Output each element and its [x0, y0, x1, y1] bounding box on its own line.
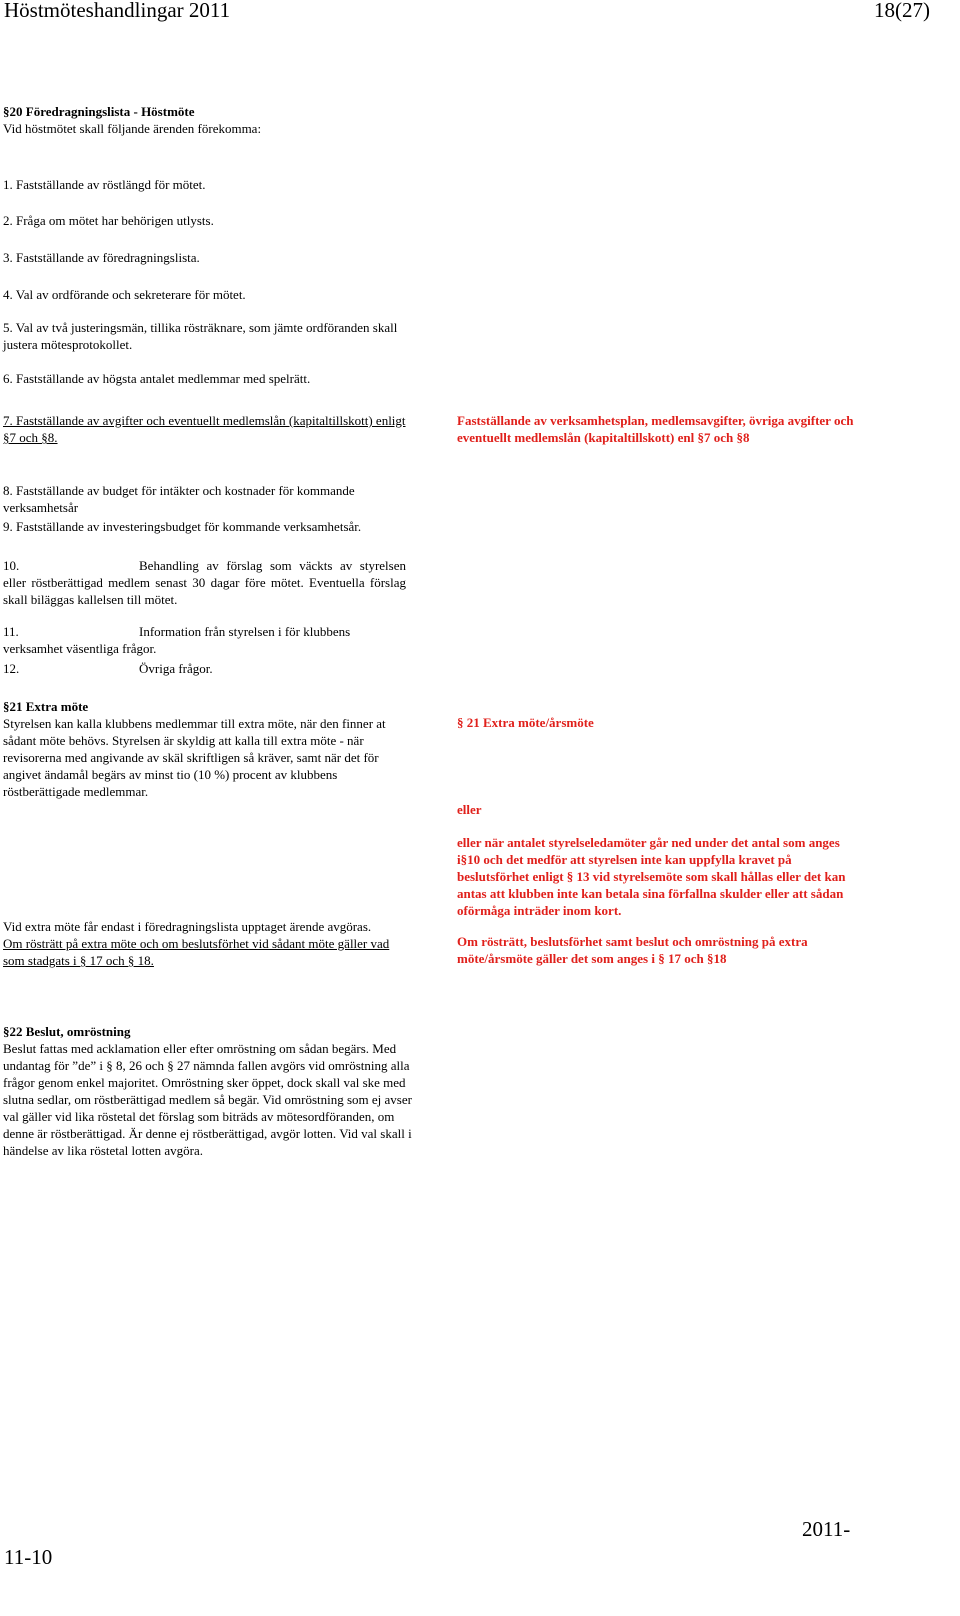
footer-date-a: 2011-	[802, 1517, 851, 1541]
document-title: Höstmöteshandlingar 2011	[4, 0, 231, 22]
item-3: 3. Fastställande av föredragningslista.	[3, 250, 200, 265]
section-21-body-2: Vid extra möte får endast i föredragningslista upptaget ärende avgöras.	[3, 919, 372, 934]
item-8: 8. Fastställande av budget för intäkter och kostnader för kommande verksamhetsår	[3, 483, 355, 515]
section-21-change-eller: eller	[457, 802, 482, 817]
item-10	[3, 557, 406, 608]
section-21	[3, 698, 413, 800]
footer-date-b: 11-10	[4, 1545, 53, 1569]
section-21-change-heading: § 21 Extra möte/årsmöte	[457, 715, 594, 730]
section-22-body: Beslut fattas med acklamation eller efter omröstning om sådan begärs. Med undantag för ”de” i § 8, 26 och § 27 nämnda fallen avgörs vid omröstning alla frågor genom enkel majoritet. Omröstning sker öppet, dock skall val ske med slutna sedlar, om röstberättigad medlem så begär. Vid omröstning som ej avser val gäller vid lika röstetal det förslag som biträds av mötesordföranden, om denne är röstberättigad. Är denne ej röstberättigad, avgör lotten. Vid val skall i händelse av lika röstetal lotten avgöra.	[3, 1041, 412, 1158]
item-7: 7. Fastställande av avgifter och eventuellt medlemslån (kapitaltillskott) enligt §7 och §8.	[3, 413, 406, 445]
section-21-body-3: Om rösträtt på extra möte och om beslutsförhet vid sådant möte gäller vad som stadgats i § 17 och § 18.	[3, 936, 390, 968]
item-12-number: 12.	[3, 661, 20, 676]
item-2: 2. Fråga om mötet har behörigen utlysts.	[3, 213, 214, 228]
section-21-change-p1: eller när antalet styrelseledamöter går ned under det antal som anges i§10 och det medför att styrelsen inte kan uppfylla kravet på beslutsförhet enligt § 13 vid styrelsemöte som skall hållas eller det kan antas att klubben inte kan betala sina förfallna skulder eller att sådan oförmåga inträder inom kort.	[457, 835, 846, 918]
item-11	[3, 623, 423, 677]
section-22	[3, 1023, 413, 1159]
page-number: 18(27)	[874, 0, 930, 22]
section-20	[3, 103, 423, 137]
section-21-body: Styrelsen kan kalla klubbens medlemmar till extra möte, när den finner at sådant möte behövs. Styrelsen är skyldig att kalla till extra möte - när revisorerna med angivande av skäl skriftligen så kräver, samt när det för angivet ändamål begärs av minst tio (10 %) procent av klubbens röstberättigade medlemmar.	[3, 716, 386, 799]
section-20-intro: Vid höstmötet skall följande ärenden förekomma:	[3, 121, 262, 136]
section-21-heading: §21 Extra möte	[3, 699, 89, 714]
item-10-number: 10.	[3, 558, 20, 573]
item-9: 9. Fastställande av investeringsbudget för kommande verksamhetsår.	[3, 519, 362, 534]
item-11-number: 11.	[3, 624, 19, 639]
item-1: 1. Fastställande av röstlängd för mötet.	[3, 177, 206, 192]
item-10-text: Behandling av förslag som väckts av styrelsen eller röstberättigad medlem senast 30 dagar före mötet. Eventuella förslag skall biläggas kallelsen till mötet.	[3, 558, 406, 607]
section-21-change-p2: Om rösträtt, beslutsförhet samt beslut och omröstning på extra möte/årsmöte gäller det som anges i § 17 och §18	[457, 934, 808, 966]
item-5: 5. Val av två justeringsmän, tillika rösträknare, som jämte ordföranden skall justera mötesprotokollet.	[3, 320, 398, 352]
item-7-proposed-change: Fastställande av verksamhetsplan, medlemsavgifter, övriga avgifter och eventuellt medlemslån (kapitaltillskott) enl §7 och §8	[457, 413, 854, 445]
section-20-heading: §20 Föredragningslista - Höstmöte	[3, 104, 195, 119]
item-11-text-a: Information från styrelsen i för klubbens	[139, 624, 351, 639]
section-22-heading: §22 Beslut, omröstning	[3, 1024, 131, 1039]
item-6: 6. Fastställande av högsta antalet medlemmar med spelrätt.	[3, 371, 311, 386]
item-12-text: Övriga frågor.	[139, 661, 213, 676]
item-11-text-b: verksamhet väsentliga frågor.	[3, 641, 157, 656]
item-4: 4. Val av ordförande och sekreterare för mötet.	[3, 287, 246, 302]
